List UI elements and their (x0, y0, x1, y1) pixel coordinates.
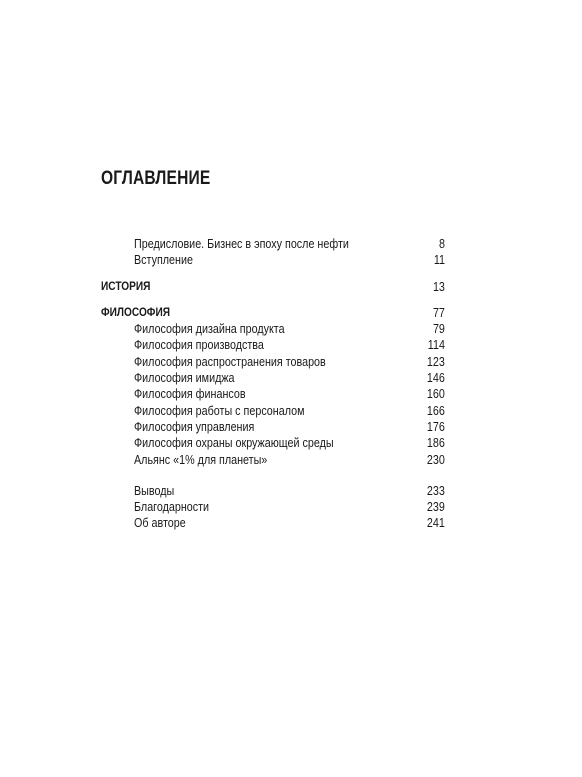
toc-entry-about-author (101, 515, 445, 531)
toc-entry (101, 370, 445, 386)
toc-section-page: 13 (433, 279, 445, 294)
toc-entry-page: 166 (427, 403, 445, 418)
toc-entry-page: 239 (427, 500, 445, 515)
toc-entry (101, 321, 445, 337)
toc-entry-label: Об авторе (134, 516, 186, 531)
toc-entry-label: Вступление (134, 253, 193, 268)
toc-entry (101, 419, 445, 435)
toc-entry (101, 403, 445, 419)
toc-entry-label: Философия охраны окружающей среды (134, 436, 334, 451)
toc-entry-conclusions (101, 483, 445, 499)
toc-entry (101, 435, 445, 451)
toc-entry-page: 11 (433, 253, 445, 268)
toc-section-philosophy (101, 305, 445, 321)
toc-entry-label: Альянс «1% для планеты» (134, 452, 268, 467)
toc-entry-page: 114 (427, 338, 445, 353)
toc-section-page: 77 (433, 305, 445, 320)
toc-entry-label: Философия имиджа (134, 371, 235, 386)
toc-entry-page: 79 (433, 322, 445, 337)
toc-entry-page: 233 (427, 483, 445, 498)
toc-entry (101, 354, 445, 370)
toc-entry-label: Выводы (134, 483, 175, 498)
toc-entry-page: 230 (427, 452, 445, 467)
toc-entry-page: 123 (427, 354, 445, 369)
table-of-contents (101, 236, 445, 532)
toc-section-history (101, 279, 445, 295)
toc-entry (101, 386, 445, 402)
toc-entry-label: Философия финансов (134, 387, 246, 402)
toc-entry-preface (101, 236, 445, 252)
toc-entry-label: Философия производства (134, 338, 264, 353)
toc-entry-label: Философия работы с персоналом (134, 403, 305, 418)
toc-section-label: ИСТОРИЯ (101, 280, 151, 293)
toc-entry-page: 176 (427, 419, 445, 434)
toc-entry-label: Философия распространения товаров (134, 354, 326, 369)
toc-entry-page: 160 (427, 387, 445, 402)
toc-entry (101, 337, 445, 353)
toc-entry-label: Предисловие. Бизнес в эпоху после нефти (134, 237, 349, 251)
page-title: ОГЛАВЛЕНИЕ (101, 168, 211, 189)
toc-entry (101, 452, 445, 468)
toc-entry-introduction (101, 252, 445, 268)
toc-entry-page: 8 (439, 237, 445, 251)
toc-entry-label: Философия дизайна продукта (134, 322, 285, 337)
toc-entry-page: 186 (427, 436, 445, 451)
toc-entry-page: 241 (427, 516, 445, 531)
toc-entry-acknowledgements (101, 499, 445, 515)
toc-entry-page: 146 (427, 371, 445, 386)
toc-section-label: ФИЛОСОФИЯ (101, 306, 170, 319)
toc-entry-label: Благодарности (134, 500, 210, 515)
toc-entry-label: Философия управления (134, 419, 255, 434)
